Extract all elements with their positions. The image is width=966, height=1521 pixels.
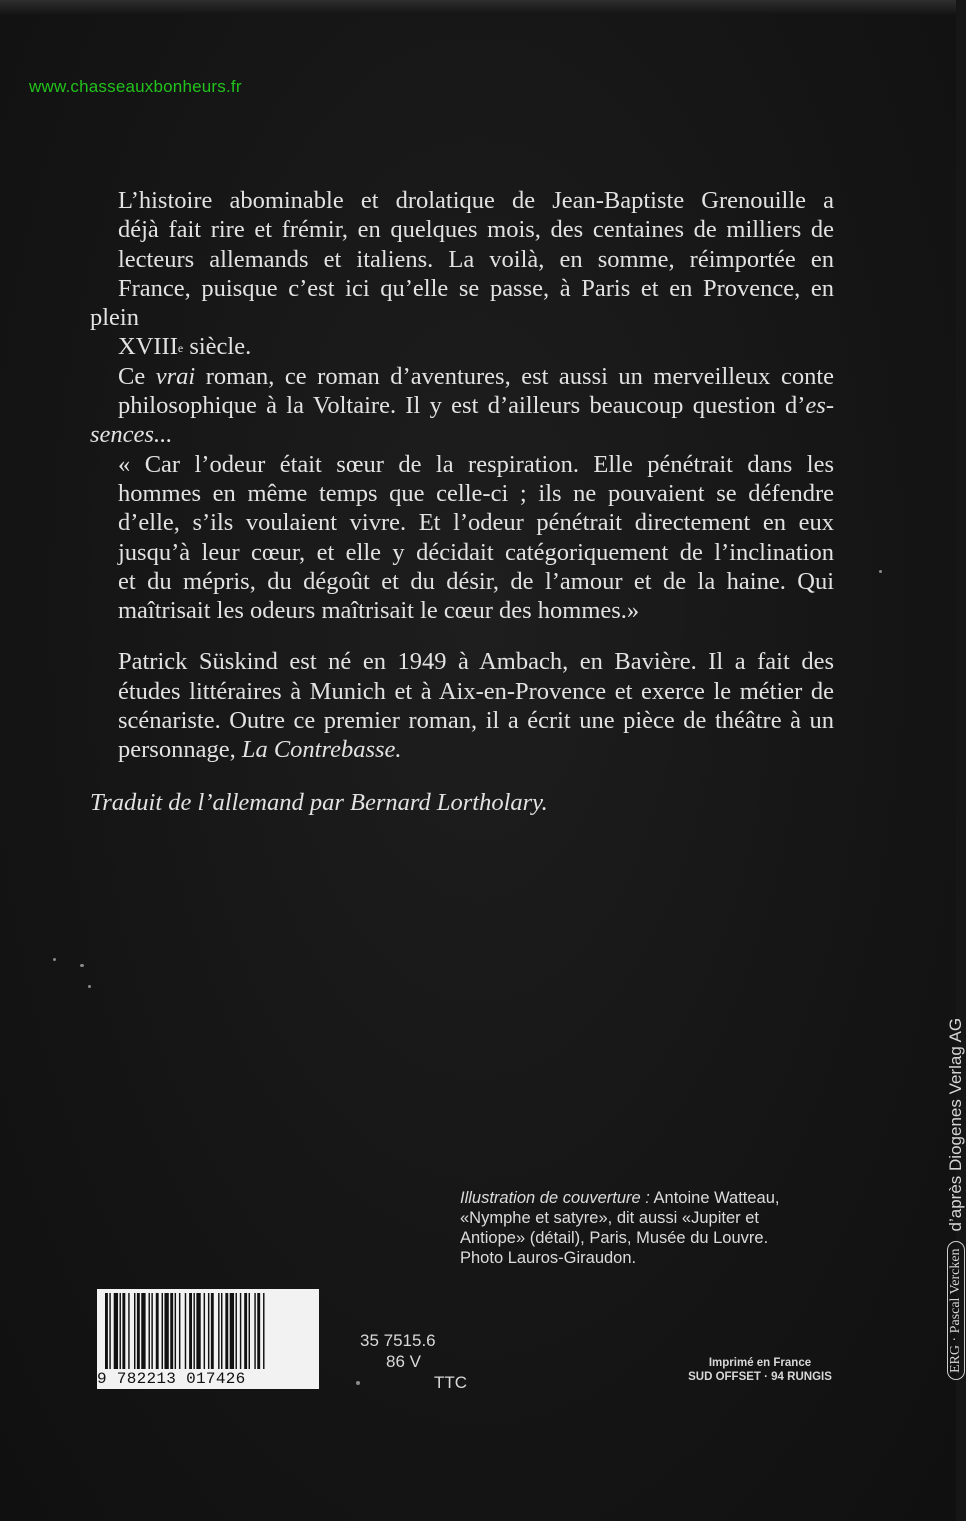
barcode-bar: [156, 1293, 159, 1369]
barcode-bar: [263, 1293, 264, 1369]
barcode-digits: 9 782213 017426: [97, 1369, 319, 1389]
barcode-bar: [170, 1293, 173, 1369]
blurb-paragraph-1: L’histoire abominable et drolatique de Jean-Baptiste Grenouille a déjà fait rire et frémir, en quelques mois, des centaines de milliers de lecteurs allemands et italiens. La voilà, en somme, réimportée en France, puisque c’est ici qu’elle se passe, à Paris et en Provence, en plein XVIIIe siècle.: [90, 187, 834, 361]
barcode-bar: [141, 1293, 145, 1369]
dust-speck: [879, 570, 882, 573]
barcode-bar: [128, 1293, 129, 1369]
barcode-bar: [244, 1293, 247, 1369]
barcode-bar: [218, 1293, 219, 1369]
barcode-bar: [162, 1293, 163, 1369]
catalog-codes: [360, 1330, 467, 1393]
barcode-bar: [105, 1293, 108, 1369]
dust-speck: [80, 964, 84, 967]
barcode-bar: [193, 1293, 194, 1369]
price-code: 86 V: [386, 1352, 421, 1371]
barcode-bar: [114, 1293, 118, 1369]
barcode-bar: [151, 1293, 152, 1369]
isbn-barcode: [97, 1289, 319, 1389]
barcode-bar: [257, 1293, 260, 1369]
barcode-bar: [240, 1293, 241, 1369]
barcode-bar: [109, 1293, 110, 1369]
barcode-bar: [189, 1293, 192, 1369]
barcode-bar: [196, 1293, 200, 1369]
watermark-url: www.chasseauxbonheurs.fr: [29, 77, 242, 96]
catalog-code: 35 7515.6: [360, 1331, 436, 1350]
barcode-bar: [175, 1293, 176, 1369]
barcode-bar: [221, 1293, 222, 1369]
barcode-bar: [164, 1293, 168, 1369]
author-bio: Patrick Süskind est né en 1949 à Ambach, en Bavière. Il a fait des études littéraires à Munich et à Aix-en-Provence et exerce le métier de scénariste. Outre ce premier roman, il a écrit une pièce de théâtre à un personnage, La Contrebasse.: [118, 648, 834, 764]
barcode-bars: [97, 1289, 319, 1371]
translator-credit: Traduit de l’allemand par Bernard Lortholary.: [90, 788, 548, 816]
illustration-credit: Illustration de couverture : Antoine Watteau, «Nymphe et satyre», dit aussi «Jupiter et Antiope» (détail), Paris, Musée du Louvre. Photo Lauros-Giraudon.: [460, 1189, 780, 1267]
cover-top-edge: [0, 0, 956, 14]
erg-credit: ERG · Pascal Vercken: [947, 1241, 965, 1380]
barcode-bar: [230, 1293, 234, 1369]
barcode-bar: [254, 1293, 255, 1369]
dust-speck: [356, 1381, 360, 1385]
barcode-bar: [208, 1293, 209, 1369]
barcode-bar: [122, 1293, 125, 1369]
barcode-bar: [236, 1293, 237, 1369]
tax-code: TTC: [434, 1373, 468, 1392]
printer-info: Imprimé en France SUD OFFSET · 94 RUNGIS: [688, 1357, 832, 1383]
barcode-bar: [149, 1293, 150, 1369]
barcode-bar: [185, 1293, 186, 1369]
barcode-bar: [204, 1293, 205, 1369]
barcode-bar: [137, 1293, 140, 1369]
barcode-bar: [211, 1293, 214, 1369]
barcode-bar: [120, 1293, 121, 1369]
blurb-paragraph-2: Ce vrai roman, ce roman d’aventures, est aussi un merveilleux conte philosophique à la Voltaire. Il y est d’ailleurs beaucoup question d’es- sences...: [90, 362, 834, 449]
barcode-bar: [134, 1293, 135, 1369]
blurb-quote: « Car l’odeur était sœur de la respiration. Elle pénétrait dans les hommes en même temps que celle-ci ; ils ne pouvaient se défendre d’elle, s’ils voulaient vivre. Et l’odeur pénétrait directement en eux jusqu’à leur cœur, et elle y décidait catégoriquement de l’inclination et du mépris, du dégoût et du désir, de l’amour et de la haine. Qui maîtrisait les odeurs maîtrisait le cœur des hommes.»: [118, 450, 834, 625]
barcode-bar: [249, 1293, 250, 1369]
barcode-bar: [179, 1293, 180, 1369]
dust-speck: [53, 958, 56, 961]
barcode-bar: [225, 1293, 228, 1369]
cover-design-credit: [946, 1018, 966, 1380]
dust-speck: [88, 985, 91, 988]
verlag-credit: d’après Diogenes Verlag AG: [946, 1017, 965, 1232]
blurb-text: [90, 186, 834, 817]
